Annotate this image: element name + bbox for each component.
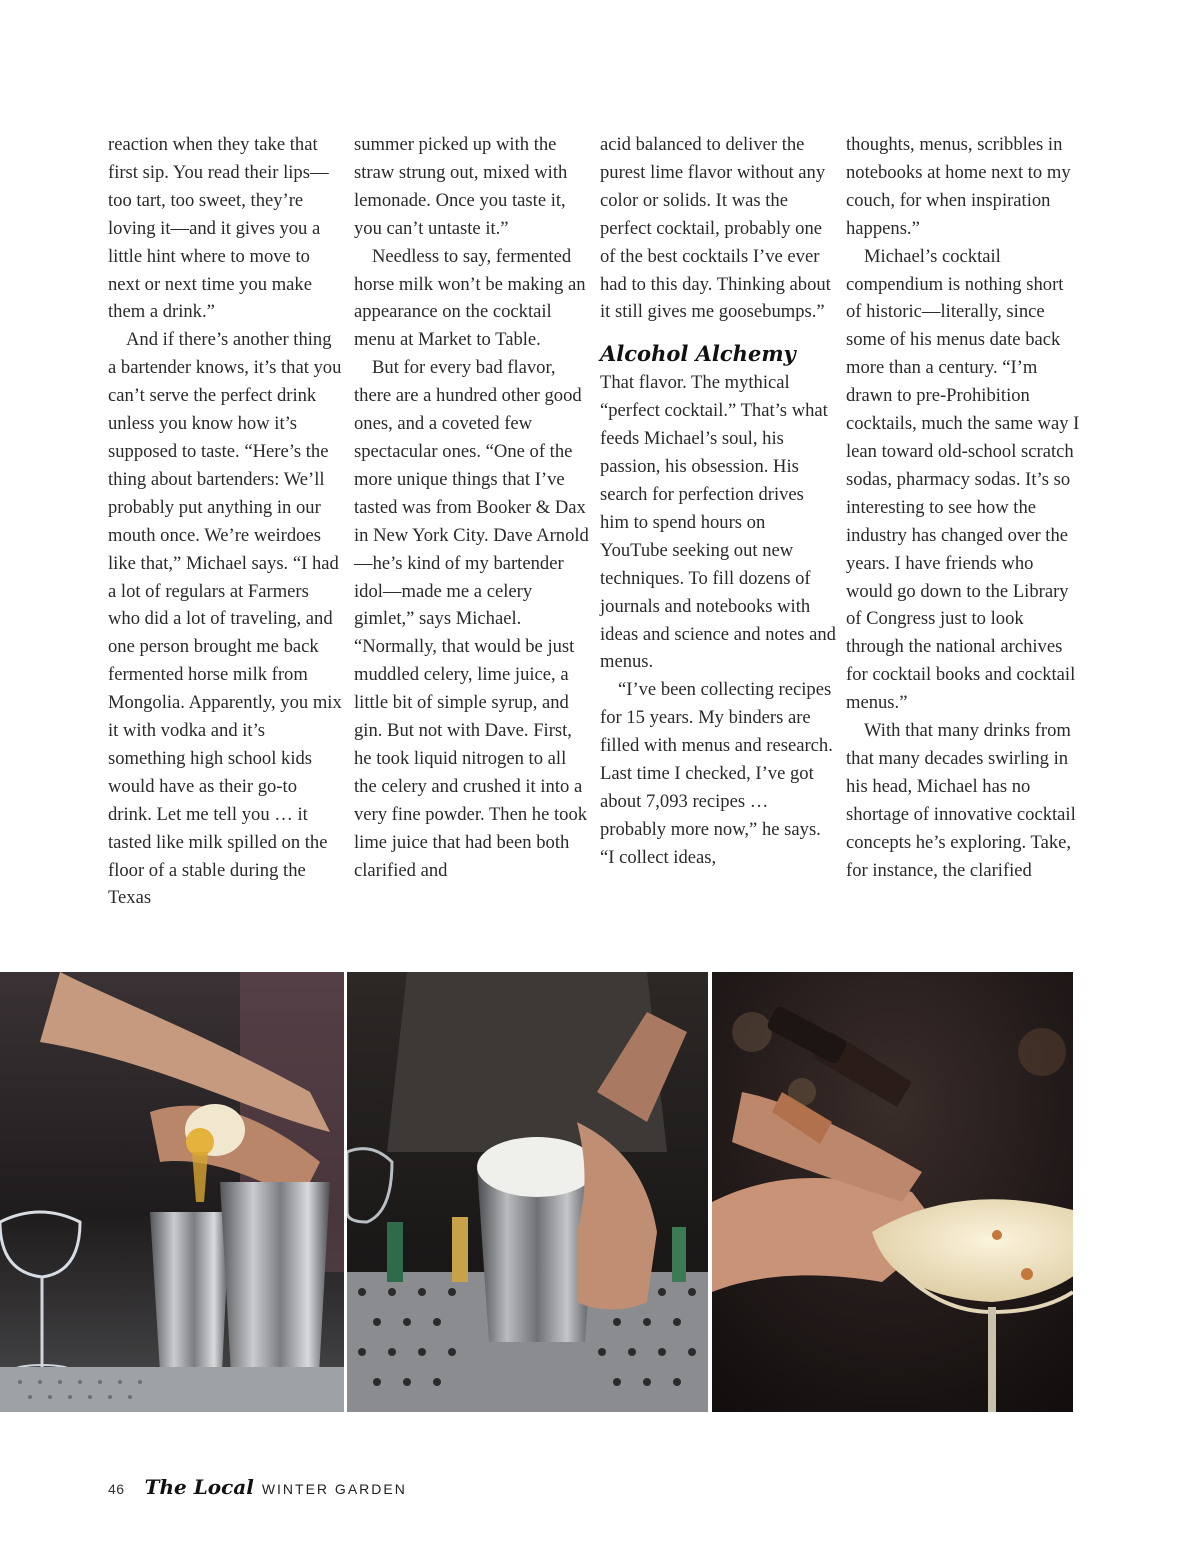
text-column-1 <box>108 131 344 912</box>
body-paragraph: Needless to say, fermented horse milk won’t be making an appearance on the cocktail menu at Market to Table. <box>354 245 586 351</box>
text-column-3 <box>600 131 836 872</box>
text-column-2 <box>354 131 590 884</box>
body-paragraph: And if there’s another thing a bartender knows, it’s that you can’t serve the perfect drink unless you know how it’s supposed to taste. “Here’s the thing about bartenders: We’ll probably put anything in our mouth once. We’re weirdoes like that,” Michael says. “I had a lot of regulars at Farmers who did a lot of traveling, and one person brought me back fermented horse milk from Mongolia. Apparently, you mix it with vodka and it’s something high school kids would have as their go-to drink. Let me tell you … it tasted like milk spilled on the floor of a stable during the Texas <box>108 329 342 909</box>
photo-bitters-garnish <box>712 972 1073 1412</box>
photo-egg-cracking <box>0 972 344 1412</box>
body-paragraph: Michael’s cocktail compendium is nothing short of historic—literally, since some of his menus date back more than a century. “I’m drawn to pre-Prohibition cocktails, much the same way I lean toward old-school scratch sodas, pharmacy sodas. It’s so interesting to see how the industry has changed over the years. I have friends who would go down to the Library of Congress just to look through the national archives for cocktail books and cocktail menus.” <box>846 245 1080 714</box>
page-footer <box>108 1475 407 1499</box>
body-paragraph: thoughts, menus, scribbles in notebooks at home next to my couch, for when inspiration happens.” <box>846 134 1071 239</box>
photo-shaker <box>347 972 708 1412</box>
body-paragraph: That flavor. The mythical “perfect cocktail.” That’s what feeds Michael’s soul, his passion, his obsession. His search for perfection drives him to spend hours on YouTube seeking out new techniques. To fill dozens of journals and notebooks with ideas and science and notes and menus. <box>600 372 836 673</box>
body-paragraph: “I’ve been collecting recipes for 15 years. My binders are filled with menus and research. Last time I checked, I’ve got about 7,093 recipes … probably more now,” he says. “I collect ideas, <box>600 679 833 868</box>
body-paragraph: With that many drinks from that many decades swirling in his head, Michael has no shortage of innovative cocktail concepts he’s exploring. Take, for instance, the clarified <box>846 720 1076 881</box>
body-paragraph: reaction when they take that first sip. You read their lips—too tart, too sweet, they’re loving it—and it gives you a little hint where to move to next or next time you make them a drink.” <box>108 134 329 323</box>
magazine-edition: WINTER GARDEN <box>261 1481 407 1497</box>
text-column-4 <box>846 131 1082 884</box>
body-paragraph: But for every bad flavor, there are a hundred other good ones, and a coveted few spectacular ones. “One of the more unique things that I’ve tasted was from Booker & Dax in New York City. Dave Arnold—he’s kind of my bartender idol—made me a celery gimlet,” says Michael. “Normally, that would be just muddled celery, lime juice, a little bit of simple syrup, and gin. But not with Dave. First, he took liquid nitrogen to all the celery and crushed it into a very fine powder. Then he took lime juice that had been both clarified and <box>354 357 589 881</box>
body-paragraph: acid balanced to deliver the purest lime flavor without any color or solids. It was the perfect cocktail, probably one of the best cocktails I’ve ever had to this day. Thinking about it still gives me goosebumps.” <box>600 134 831 323</box>
page-number: 46 <box>108 1481 125 1497</box>
magazine-brand: The Local <box>144 1475 254 1499</box>
body-paragraph: summer picked up with the straw strung out, mixed with lemonade. Once you taste it, you can’t untaste it.” <box>354 134 568 239</box>
section-heading: Alcohol Alchemy <box>600 341 796 367</box>
